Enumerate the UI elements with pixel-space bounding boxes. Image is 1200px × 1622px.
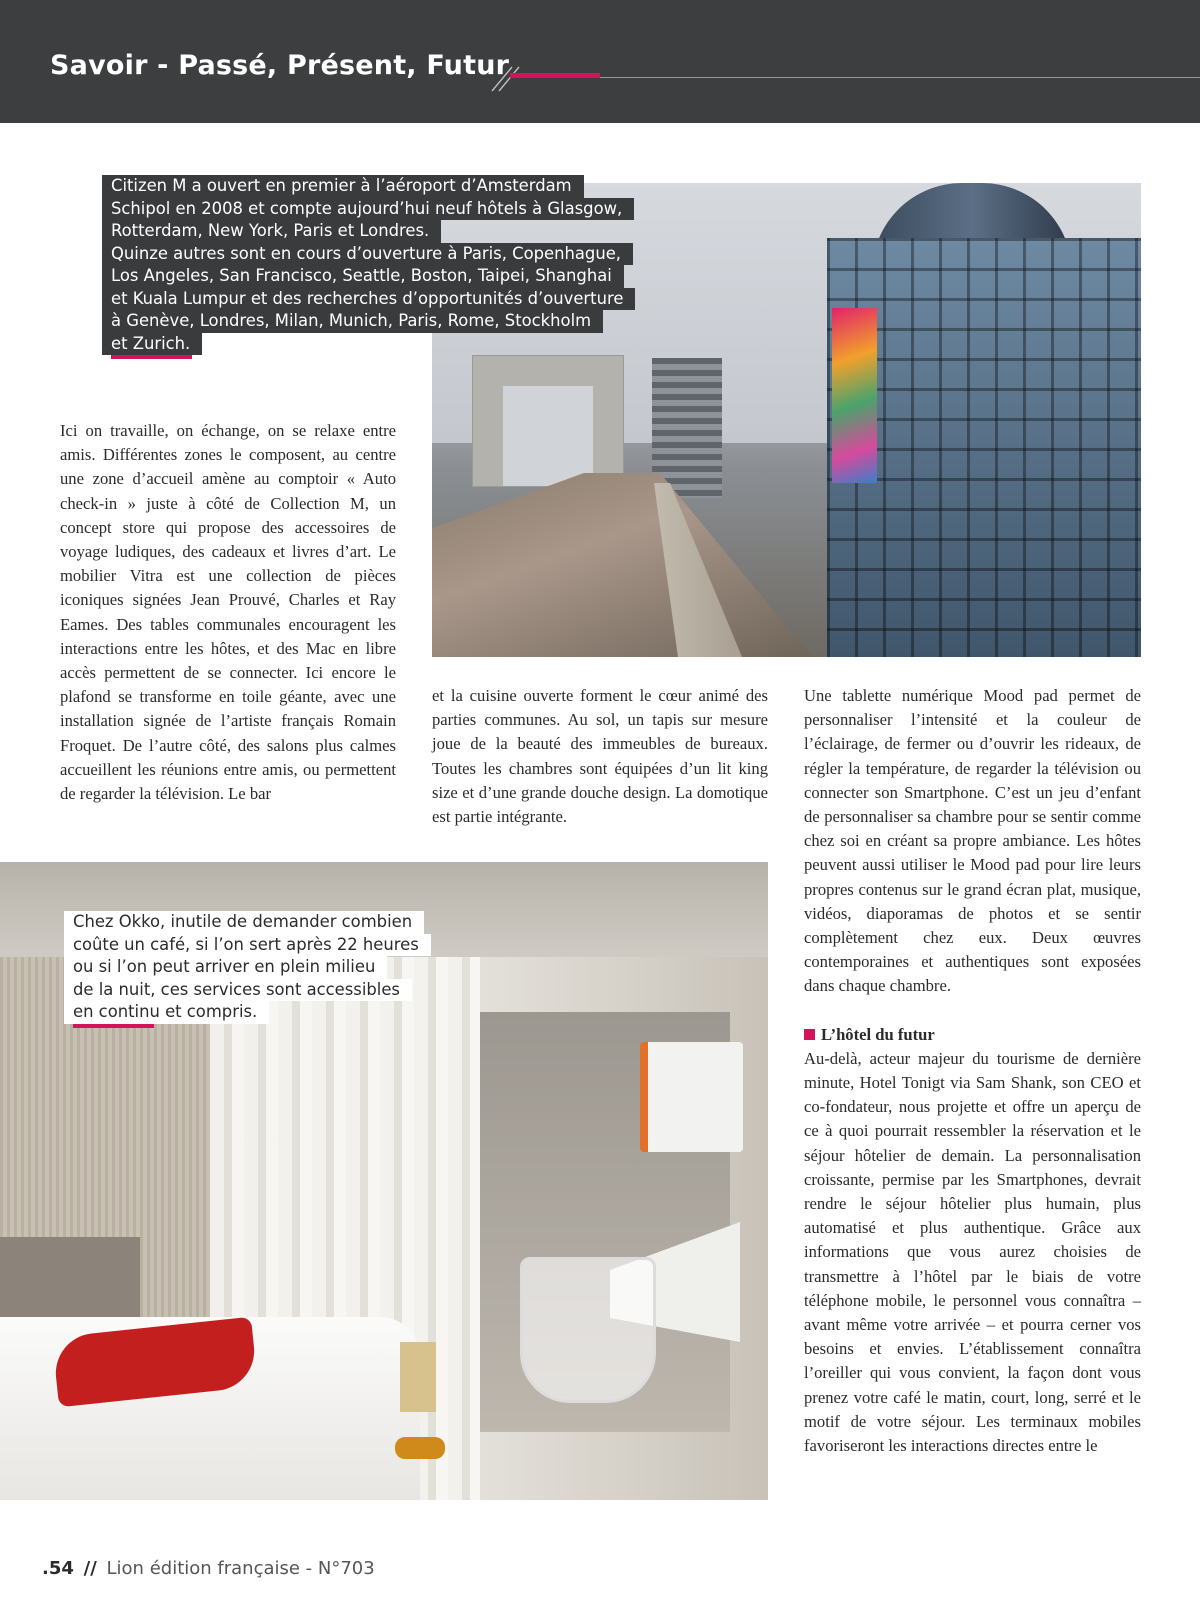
body-paragraph: Au-delà, acteur majeur du tourisme de dernière minute, Hotel Tonigt via Sam Shank, son CEO et co-fondateur, nous projette et offre un aperçu de ce à quoi pourrait ressembler la réservation et le séjour hôtelier de demain. La personnalisation croissante, permise par les Smartphones, devrait rendre le séjour hôtelier plus humain, plus automatisé et plus authentique. Grâce aux informations que vous aurez choisies de transmettre à l’hôtel par le biais de votre téléphone mobile, le personnel vous connaîtra – avant même votre arrivée – et pourra cerner vos besoins et envies. L’établissement connaîtra l’oreiller qui vous convient, la façon dont vous prenez votre café le matin, court, long, serré et le motif de votre séjour. Les terminaux mobiles favoriseront les interactions directes entre le	[804, 1048, 1141, 1456]
section-title: Savoir - Passé, Présent, Futur	[50, 50, 510, 81]
caption-line: en continu et compris.	[64, 1001, 269, 1024]
caption-line: et Kuala Lumpur et des recherches d’opportunités d’ouverture	[102, 288, 635, 311]
page-footer	[42, 1558, 375, 1579]
header-rule	[600, 77, 1200, 78]
header-accent-line	[510, 73, 600, 78]
body-paragraph: Une tablette numérique Mood pad permet de personnaliser l’intensité et la couleur de l’éclairage, de fermer ou d’ouvrir les rideaux, de régler la température, de regarder la télévision ou connecter son Smartphone. C’est un jeu d’enfant de personnaliser sa chambre pour se sentir comme chez soi en créant sa propre ambiance. Les hôtes peuvent aussi utiliser le Mood pad pour lire leurs propres contenus sur le grand écran plat, musique, vidéos, diaporamas de photos et se sentir complètement chez eux. Deux œuvres contemporaines et authentiques sont exposées dans chaque chambre.	[804, 686, 1141, 996]
square-bullet-icon	[804, 1029, 815, 1040]
body-column-3	[804, 684, 1141, 1458]
caption-line: Rotterdam, New York, Paris et Londres.	[102, 220, 441, 243]
body-paragraph: Ici on travaille, on échange, on se relaxe entre amis. Différentes zones le composent, au centre une zone d’accueil amène au comptoir « Auto check-in » juste à côté de Collection M, un concept store qui propose des accessoires de voyage ludiques, des cadeaux et livres d’art. Le mobilier Vitra est une collection de pièces iconiques signées Jean Prouvé, Charles et Ray Eames. Des tables communales encouragent les interactions entre les hôtes, et des Mac en libre accès permettent de se connecter. Ici encore le plafond se transforme en toile géante, avec une installation signée de l’artiste français Romain Froquet. De l’autre côté, des salons plus calmes accueillent les réunions entre amis, ou permettent de regarder la télévision. Le bar	[60, 421, 396, 804]
body-column-1	[60, 419, 396, 806]
caption-line: à Genève, Londres, Milan, Munich, Paris, Rome, Stockholm	[102, 310, 603, 333]
caption-citizenm	[102, 175, 635, 359]
caption-line: Los Angeles, San Francisco, Seattle, Boston, Taipei, Shanghai	[102, 265, 624, 288]
subheading-text: L’hôtel du futur	[821, 1024, 935, 1044]
body-column-2	[432, 684, 768, 829]
caption-line: Citizen M a ouvert en premier à l’aéroport d’Amsterdam	[102, 175, 584, 198]
caption-line: et Zurich.	[102, 333, 202, 356]
publication-name: Lion édition française - N°703	[106, 1558, 375, 1579]
caption-okko	[64, 911, 431, 1028]
caption-line: Quinze autres sont en cours d’ouverture à Paris, Copenhague,	[102, 243, 633, 266]
caption-line: coûte un café, si l’on sert après 22 heures	[64, 934, 431, 957]
page-header	[0, 0, 1200, 123]
footer-separator: //	[83, 1558, 97, 1579]
caption-line: Chez Okko, inutile de demander combien	[64, 911, 424, 934]
caption-line: ou si l’on peut arriver en plein milieu	[64, 956, 387, 979]
caption-line: Schipol en 2008 et compte aujourd’hui neuf hôtels à Glasgow,	[102, 198, 634, 221]
caption-line: de la nuit, ces services sont accessibles	[64, 979, 412, 1002]
caption-accent-bar	[73, 1024, 154, 1028]
subheading	[804, 1023, 1141, 1047]
page-number: .54	[42, 1558, 74, 1579]
body-paragraph: et la cuisine ouverte forment le cœur animé des parties communes. Au sol, un tapis sur mesure joue de la beauté des immeubles de bureaux. Toutes les chambres sont équipées d’un lit king size et d’une grande douche design. La domotique est partie intégrante.	[432, 686, 768, 827]
double-slash-decoration	[488, 64, 528, 92]
caption-accent-bar	[111, 355, 192, 359]
